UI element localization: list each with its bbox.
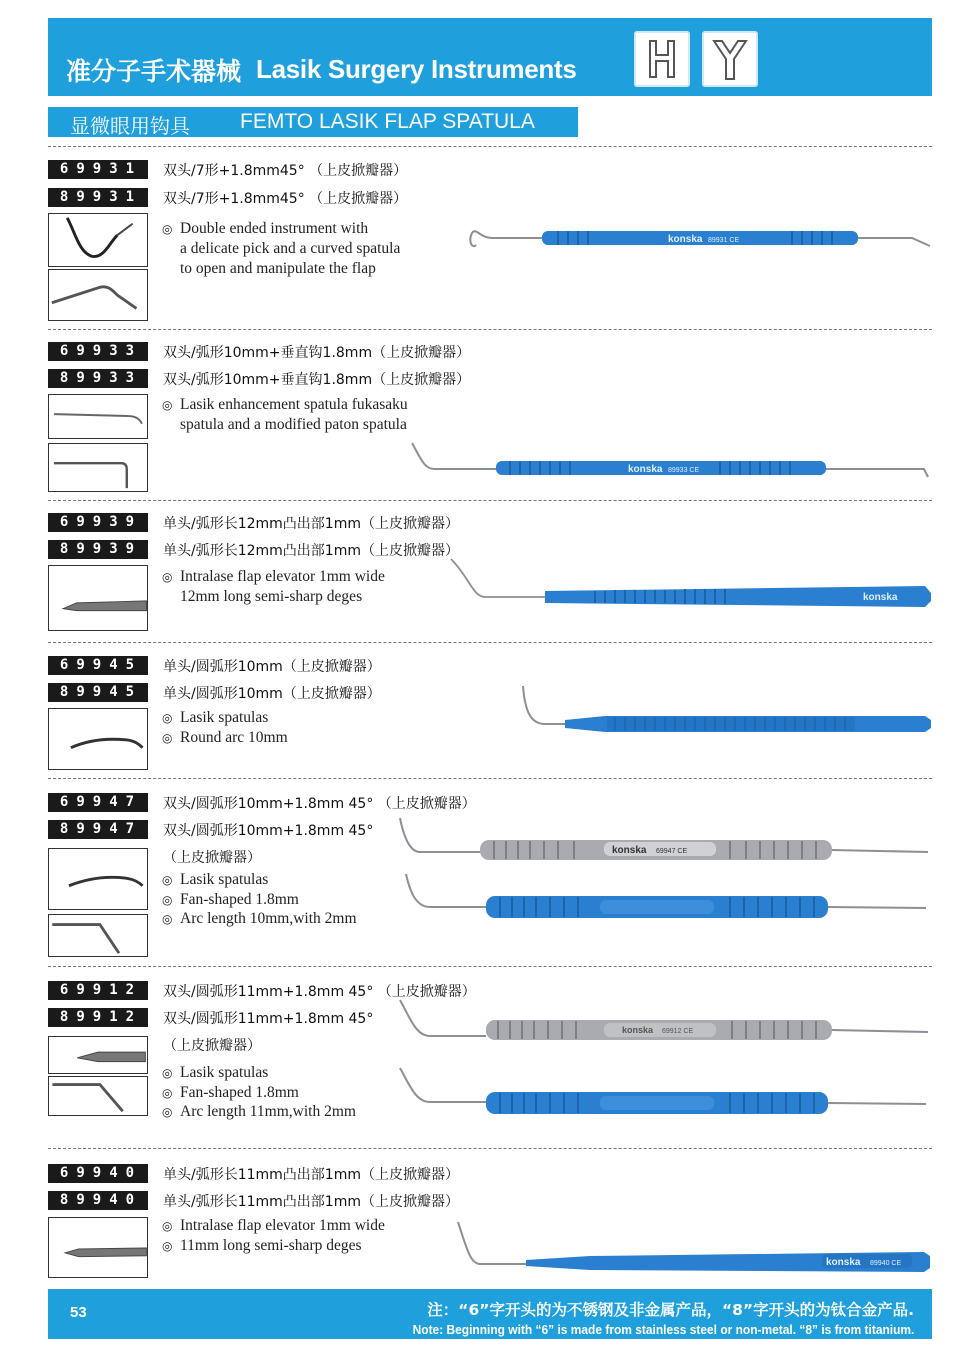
product-code: 89940 (48, 1191, 148, 1210)
instrument-photo-titanium (390, 872, 932, 928)
tip-closeup-image (48, 914, 148, 957)
feature-line: ◎ Lasik enhancement spatula fukasaku (162, 396, 408, 413)
product-code: 89933 (48, 369, 148, 388)
divider (48, 642, 932, 643)
instrument-photo-steel (390, 996, 932, 1044)
feature-line: ◎ Fan-shaped 1.8mm (162, 891, 299, 908)
instrument-photo (400, 437, 932, 482)
model-label: 69947 CE (656, 848, 688, 855)
feature-line: a delicate pick and a curved spatula (180, 240, 401, 257)
feature-line: ◎ Fan-shaped 1.8mm (162, 1084, 299, 1101)
feature-line: ◎ Lasik spatulas (162, 709, 269, 726)
model-label: 89931 CE (708, 237, 740, 244)
product-name-cn: 单头/圆弧形10mm（上皮掀瓣器） (163, 659, 381, 675)
product-name-cn: 单头/弧形长12mm凸出部1mm（上皮掀瓣器） (163, 543, 459, 559)
brand-label: konska (612, 845, 647, 856)
model-label: 89933 CE (668, 467, 700, 474)
product-name-cn: 双头/圆弧形10mm+1.8mm 45° （上皮掀瓣器） (163, 796, 476, 812)
feature-line: ◎ Intralase flap elevator 1mm wide (162, 568, 385, 585)
product-name-cn: 双头/圆弧形10mm+1.8mm 45° (163, 823, 374, 839)
brand-label: konska (628, 464, 663, 475)
product-code: 89947 (48, 820, 148, 839)
divider (48, 778, 932, 779)
feature-line: ◎ 11mm long semi-sharp deges (162, 1237, 362, 1254)
tip-closeup-image (48, 269, 148, 321)
model-label: 69912 CE (662, 1028, 694, 1035)
product-code: 69947 (48, 793, 148, 812)
footer-note-cn: 注：“6”字开头的为不锈钢及非金属产品，“8”字开头的为钛合金产品. (427, 1301, 914, 1319)
divider (48, 1148, 932, 1149)
product-name-cn: 双头/弧形10mm+垂直钩1.8mm（上皮掀瓣器） (163, 372, 471, 388)
page-title-cn: 准分子手术器械 (66, 57, 242, 86)
page-title-en: Lasik Surgery Instruments (256, 54, 577, 84)
page-number: 53 (70, 1304, 87, 1321)
model-label: 89940 CE (870, 1260, 902, 1267)
feature-line: 12mm long semi-sharp deges (180, 588, 363, 605)
product-name-cn: 双头/7形+1.8mm45° （上皮掀瓣器） (163, 163, 408, 179)
tip-closeup-image (48, 394, 148, 439)
instrument-photo-steel (390, 814, 932, 862)
instrument-photo-titanium (390, 1064, 932, 1120)
product-code: 69945 (48, 656, 148, 675)
instrument-photo (515, 682, 932, 732)
tip-closeup-image (48, 1076, 148, 1116)
tip-closeup-image (48, 443, 148, 492)
feature-line: ◎ Lasik spatulas (162, 871, 269, 888)
instrument-photo (450, 1216, 932, 1278)
product-name-cn: 双头/弧形10mm+垂直钩1.8mm（上皮掀瓣器） (163, 345, 471, 361)
product-name-cn: 单头/圆弧形10mm（上皮掀瓣器） (163, 686, 381, 702)
section-title-en: FEMTO LASIK FLAP SPATULA (240, 110, 535, 133)
product-name-cn: 双头/圆弧形11mm+1.8mm 45° (163, 1011, 374, 1027)
brand-label: konska (863, 592, 898, 603)
product-code: 69933 (48, 342, 148, 361)
brand-label: konska (826, 1257, 861, 1268)
feature-line: ◎ Round arc 10mm (162, 729, 288, 746)
product-code: 69940 (48, 1164, 148, 1183)
product-name-cn: 单头/弧形长11mm凸出部1mm（上皮掀瓣器） (163, 1167, 459, 1183)
feature-line: ◎ Arc length 11mm,with 2mm (162, 1103, 356, 1120)
product-code: 89931 (48, 188, 148, 207)
tip-closeup-image (48, 1217, 148, 1278)
brand-label: konska (668, 234, 703, 245)
tip-closeup-image (48, 708, 148, 770)
feature-line: ◎ Arc length 10mm,with 2mm (162, 910, 357, 927)
feature-line: ◎ Double ended instrument with (162, 220, 369, 237)
product-name-cn: （上皮掀瓣器） (163, 850, 261, 866)
tip-closeup-image (48, 848, 148, 910)
product-code: 69939 (48, 513, 148, 532)
product-code: 69912 (48, 981, 148, 1000)
footer-note-en: Note: Beginning with “6” is made from stainless steel or non-metal. “8” is from titanium. (412, 1322, 914, 1337)
handle-y-icon (702, 31, 758, 87)
feature-line: ◎ Lasik spatulas (162, 1064, 269, 1081)
feature-line: ◎ Intralase flap elevator 1mm wide (162, 1217, 385, 1234)
product-code: 89945 (48, 683, 148, 702)
instrument-photo (445, 555, 932, 607)
product-name-cn: 双头/7形+1.8mm45° （上皮掀瓣器） (163, 191, 408, 207)
product-code: 69931 (48, 160, 148, 179)
product-code: 89912 (48, 1008, 148, 1027)
handle-h-icon (634, 31, 690, 87)
product-name-cn: 单头/弧形长11mm凸出部1mm（上皮掀瓣器） (163, 1194, 459, 1210)
tip-closeup-image (48, 213, 148, 267)
divider (48, 500, 932, 501)
product-name-cn: 双头/圆弧形11mm+1.8mm 45° （上皮掀瓣器） (163, 984, 476, 1000)
instrument-photo (462, 213, 932, 258)
divider (48, 966, 932, 967)
section-title-cn: 显微眼用钩具 (70, 114, 190, 138)
brand-label: konska (622, 1025, 654, 1035)
product-name-cn: （上皮掀瓣器） (163, 1038, 261, 1054)
product-code: 89939 (48, 540, 148, 559)
divider (48, 329, 932, 330)
feature-line: to open and manipulate the flap (180, 260, 376, 277)
tip-closeup-image (48, 565, 148, 631)
tip-closeup-image (48, 1036, 148, 1074)
divider (48, 146, 932, 147)
product-name-cn: 单头/弧形长12mm凸出部1mm（上皮掀瓣器） (163, 516, 459, 532)
feature-line: spatula and a modified paton spatula (180, 416, 407, 433)
